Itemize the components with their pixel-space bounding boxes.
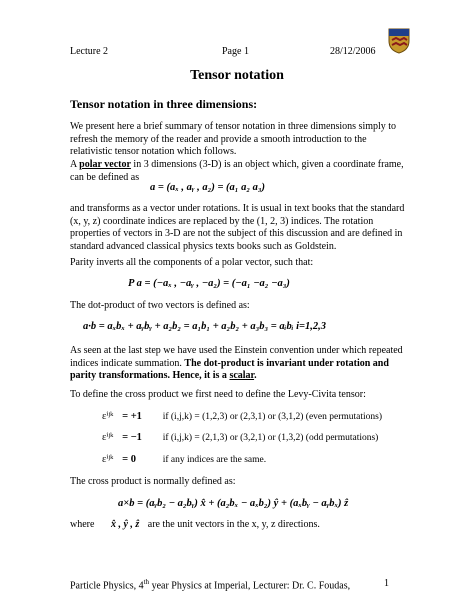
unit-vectors-line: where x̂ , ŷ , ẑ are the unit vectors in the x, y, z directions. bbox=[70, 519, 320, 530]
equation-polar-vector: a = (aₓ , aᵧ , a₂) = (a₁ a₂ a₃) bbox=[150, 182, 266, 193]
levi-civita-odd: εⁱʲᵏ = −1 if (i,j,k) = (2,1,3) or (3,2,1) or (1,3,2) (odd permutations) bbox=[102, 432, 379, 443]
footer-text: Particle Physics, 4th year Physics at Imperial, Lecturer: Dr. C. Foudas, bbox=[70, 578, 351, 592]
equation-cross-product: a×b = (aᵧb₂ − a₂bᵧ) x̂ + (a₂bₓ − aₓb₂) ŷ + (aₓbᵧ − aᵧbₓ) ẑ bbox=[118, 498, 349, 509]
transformation-paragraph: and transforms as a vector under rotations. It is usual in text books that the standard (x, y, z) coordinate indices are replaced by the (1, 2, 3) indices. The rotation properties of vectors in 3-D are not the subject of this discussion and are defined in standard advanced classical physics texts books such as Goldstein. bbox=[70, 203, 405, 252]
imperial-crest-icon bbox=[388, 28, 410, 54]
cross-product-intro: The cross product is normally defined as: bbox=[70, 476, 236, 487]
levi-civita-intro: To define the cross product we first need to define the Levy-Civita tensor: bbox=[70, 389, 366, 400]
unit-vectors: x̂ , ŷ , ẑ bbox=[110, 519, 140, 530]
einstein-paragraph: As seen at the last step we have used the Einstein convention under which repeated indices indicate summation. The dot-product is invariant under rotation and parity transformations. Hence, it is a scalar. bbox=[70, 345, 403, 381]
header-date: 28/12/2006 bbox=[330, 46, 376, 57]
levi-civita-zero: εⁱʲᵏ = 0 if any indices are the same. bbox=[102, 454, 267, 465]
equation-dot-product: a·b = aₓbₓ + aᵧbᵧ + a₂b₂ = a₁b₁ + a₂b₂ + a₃b₃ = aᵢbᵢ i=1,2,3 bbox=[83, 321, 327, 332]
parity-paragraph: Parity inverts all the components of a polar vector, such that: bbox=[70, 257, 314, 268]
header-page: Page 1 bbox=[222, 46, 249, 57]
header-lecture: Lecture 2 bbox=[70, 46, 109, 57]
page-title: Tensor notation bbox=[190, 68, 284, 83]
polar-vector-paragraph: A polar vector in 3 dimensions (3-D) is an object which, given a coordinate frame, can be defined as bbox=[70, 159, 404, 183]
polar-vector-term: polar vector bbox=[79, 159, 131, 170]
scalar-term: scalar bbox=[229, 370, 255, 381]
footer-page-number: 1 bbox=[384, 578, 389, 589]
dot-product-paragraph: The dot-product of two vectors is defined as: bbox=[70, 300, 250, 311]
equation-parity: P a = (−aₓ , −aᵧ , −a₂) = (−a₁ −a₂ −a₃) bbox=[128, 278, 290, 289]
section-heading: Tensor notation in three dimensions: bbox=[70, 97, 258, 111]
levi-civita-even: εⁱʲᵏ = +1 if (i,j,k) = (1,2,3) or (2,3,1) or (3,1,2) (even permutations) bbox=[102, 411, 383, 422]
intro-paragraph: We present here a brief summary of tensor notation in three dimensions simply to refresh the memory of the reader and provide a smooth introduction to the relativistic tensor notation which follows. bbox=[70, 121, 397, 157]
